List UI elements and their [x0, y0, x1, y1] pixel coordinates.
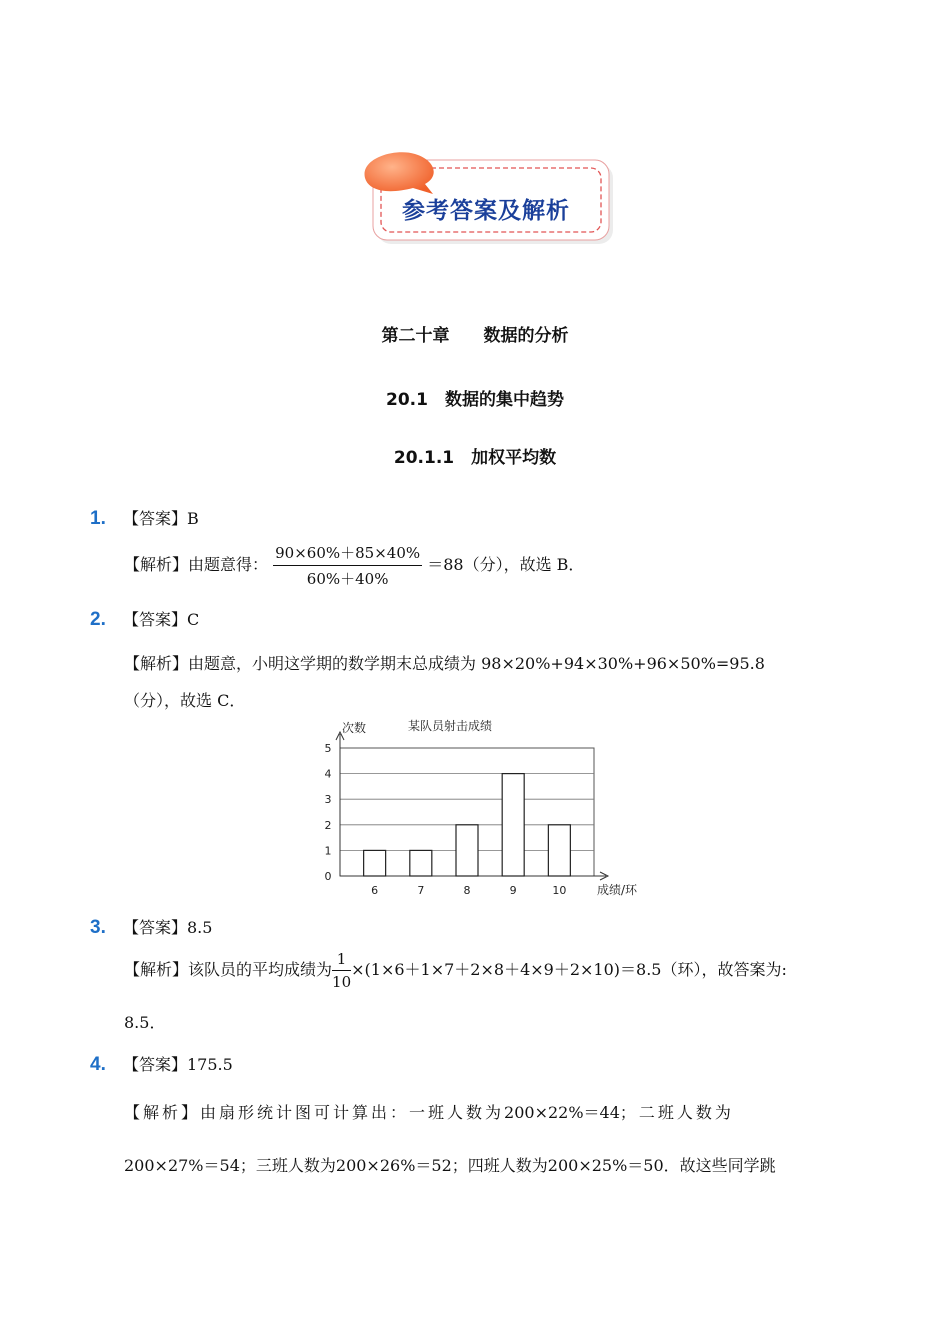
- bar: [502, 774, 524, 876]
- bar-chart: [300, 712, 640, 902]
- fraction-numerator: 1: [332, 950, 351, 971]
- question-2-analysis-line-2: （分），故选 C．: [124, 691, 246, 710]
- fraction: [273, 542, 422, 589]
- analysis-text: 由题意得：: [188, 555, 269, 574]
- answer-label: 【答案】: [122, 509, 187, 528]
- analysis-text: ；四班人数为: [451, 1156, 548, 1175]
- chart-title: 某队员射击成绩: [407, 719, 493, 733]
- y-tick-label: 0: [324, 870, 332, 883]
- fraction-denominator: 10: [332, 973, 352, 991]
- y-tick-label: 4: [324, 767, 332, 781]
- answer-value: C: [186, 610, 200, 629]
- y-tick-label: 2: [324, 818, 332, 832]
- question-2-answer-row: [90, 607, 199, 631]
- y-tick-label: 5: [324, 742, 332, 755]
- answer-label: 【答案】: [122, 1055, 187, 1074]
- chapter-title: 第二十章 数据的分析: [381, 326, 569, 346]
- analysis-label: 【解析】: [124, 555, 189, 574]
- question-number: 1.: [90, 508, 106, 529]
- analysis-label: 【解析】: [124, 654, 189, 673]
- answer-value: 175.5: [186, 1055, 233, 1074]
- bar: [456, 825, 478, 876]
- fraction-numerator: 90×60%＋85×40%: [273, 542, 422, 566]
- math-expression: 200×22%＝44: [504, 1103, 620, 1122]
- x-tick-label: 8: [463, 884, 471, 897]
- question-4-analysis-line-1: [124, 1100, 858, 1123]
- y-tick-label: 1: [324, 844, 332, 858]
- x-tick-label: 6: [371, 884, 379, 897]
- x-tick-label: 7: [417, 884, 425, 897]
- answer-banner: [355, 148, 617, 248]
- question-1-answer-row: [90, 506, 199, 530]
- math-expression: ×(1×6＋1×7＋2×8＋4×9＋2×10)＝8.5: [351, 960, 662, 979]
- answer-label: 【答案】: [122, 610, 187, 629]
- question-number: 3.: [90, 917, 106, 938]
- answer-value: B: [186, 509, 199, 528]
- question-2-analysis-line-1: [124, 651, 765, 674]
- question-4-analysis-line-2: [124, 1153, 776, 1176]
- answer-value: 8.5: [186, 918, 213, 937]
- answer-label: 【答案】: [122, 918, 187, 937]
- math-expression: 200×27%＝54: [124, 1156, 240, 1175]
- analysis-label: 【解析】: [124, 1103, 201, 1122]
- subsection-title: 20.1.1 加权平均数: [393, 448, 557, 468]
- analysis-text: ；二班人数为: [619, 1103, 734, 1122]
- math-expression: 200×26%＝52: [335, 1156, 452, 1175]
- section-title: 20.1 数据的集中趋势: [386, 390, 564, 410]
- analysis-text: 该队员的平均成绩为: [188, 960, 333, 979]
- question-3-answer-row: [90, 915, 212, 939]
- question-1-analysis: [124, 542, 584, 589]
- question-3-analysis-line-2: 8.5．: [124, 1013, 166, 1032]
- question-4-answer-row: [90, 1052, 233, 1076]
- x-tick-label: 10: [552, 884, 567, 897]
- bar: [410, 850, 432, 876]
- analysis-text: （环），故答案为:: [661, 960, 787, 979]
- analysis-label: 【解析】: [124, 960, 189, 979]
- question-3-analysis-line-1: [124, 950, 787, 991]
- math-expression: 200×25%＝50: [547, 1156, 664, 1175]
- speech-bubble-icon: [365, 152, 434, 194]
- analysis-text: 由扇形统计图可计算出：一班人数为: [200, 1103, 505, 1122]
- question-number: 2.: [90, 609, 106, 630]
- analysis-text: ．故这些同学跳: [663, 1156, 776, 1175]
- x-tick-label: 9: [509, 884, 517, 897]
- fraction-denominator: 60%＋40%: [306, 570, 389, 588]
- y-tick-label: 3: [324, 793, 332, 807]
- fraction: [332, 950, 351, 991]
- bar: [364, 850, 386, 876]
- y-axis-label: 次数: [342, 721, 367, 735]
- x-axis-label: 成绩/环: [597, 883, 638, 897]
- bar: [548, 825, 570, 876]
- banner-title: 参考答案及解析: [402, 198, 570, 224]
- analysis-text: ＝88（分），故选 B．: [427, 555, 585, 574]
- analysis-text: 由题意，小明这学期的数学期末总成绩为 98×20%+94×30%+96×50%=95.8: [188, 654, 765, 673]
- question-number: 4.: [90, 1054, 106, 1075]
- analysis-text: ；三班人数为: [239, 1156, 336, 1175]
